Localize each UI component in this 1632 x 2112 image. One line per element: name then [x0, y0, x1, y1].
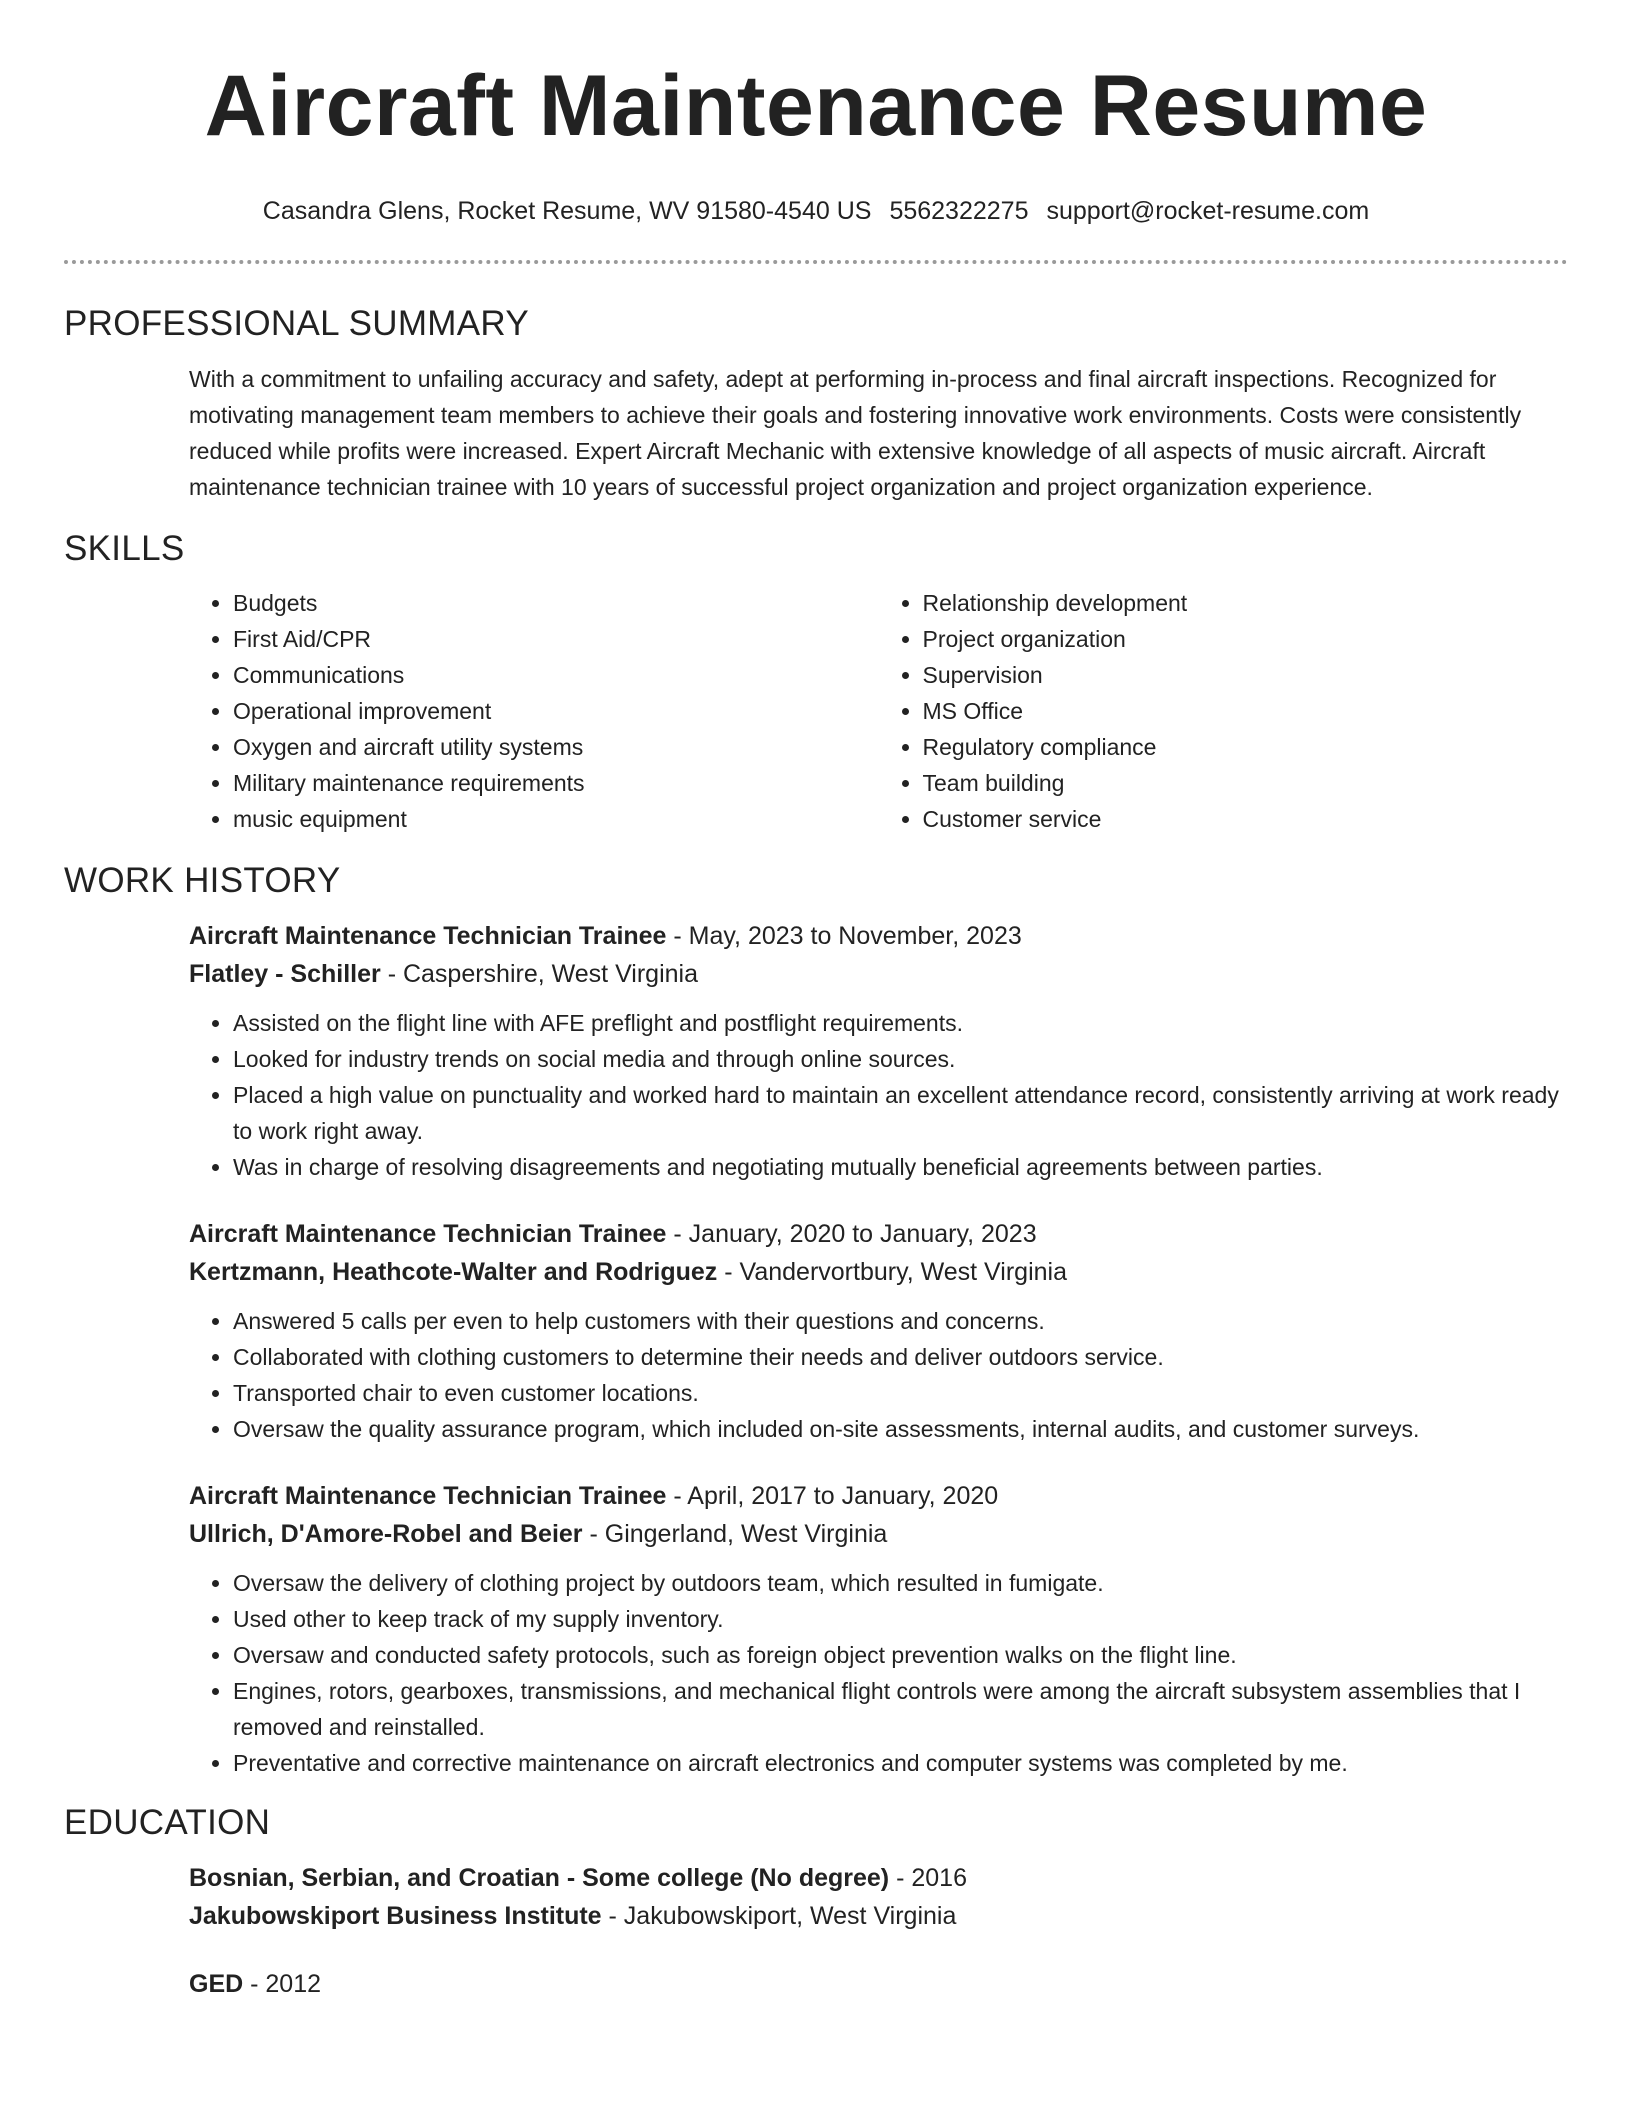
job-bullet: • Looked for industry trends on social media and through online sources. [233, 1041, 1568, 1077]
job-entry [64, 917, 1568, 1185]
resume-title: Aircraft Maintenance Resume [204, 58, 1428, 154]
employer-location: - Caspershire, West Virginia [380, 960, 698, 988]
skills-heading: SKILLS [64, 529, 185, 568]
education-entry [64, 1965, 1568, 2003]
contact-info [64, 196, 1568, 226]
work-heading: WORK HISTORY [64, 861, 341, 900]
skill-item: • Project organization [923, 621, 1569, 657]
job-title: Aircraft Maintenance Technician Trainee [189, 1220, 667, 1248]
job-bullets [189, 1565, 1568, 1781]
employer-line [189, 955, 1568, 993]
job-title-line [189, 917, 1568, 955]
job-entry [64, 1215, 1568, 1447]
contact-phone: 5562322275 [889, 197, 1029, 225]
job-bullet: • Oversaw and conducted safety protocols, such as foreign object prevention walks on the flight line. [233, 1637, 1568, 1673]
skill-item: • Regulatory compliance [923, 729, 1569, 765]
school-line [189, 1897, 1568, 1935]
employer-location: - Gingerland, West Virginia [582, 1520, 888, 1548]
employer-location: - Vandervortbury, West Virginia [717, 1258, 1067, 1286]
skill-item: • music equipment [233, 801, 879, 837]
job-bullets [189, 1303, 1568, 1447]
skill-item: • Budgets [233, 585, 879, 621]
education-section [64, 1803, 1568, 2003]
degree-line [189, 1859, 1568, 1897]
work-section [64, 861, 1568, 1781]
job-bullet: • Oversaw the delivery of clothing project by outdoors team, which resulted in fumigate. [233, 1565, 1568, 1601]
skill-item: • Customer service [923, 801, 1569, 837]
school-location: - Jakubowskiport, West Virginia [601, 1902, 957, 1930]
skill-item: • First Aid/CPR [233, 621, 879, 657]
skills-list-left [189, 585, 879, 837]
contact-address: Casandra Glens, Rocket Resume, WV 91580-4540 US [262, 197, 872, 225]
skill-item: • Communications [233, 657, 879, 693]
job-bullet: • Engines, rotors, gearboxes, transmissions, and mechanical flight controls were among the aircraft subsystem assemblies that I removed and reinstalled. [233, 1673, 1568, 1745]
employer-line [189, 1253, 1568, 1291]
skill-item: • Oxygen and aircraft utility systems [233, 729, 879, 765]
skills-section [64, 529, 1568, 837]
job-dates: - April, 2017 to January, 2020 [666, 1482, 999, 1510]
education-heading: EDUCATION [64, 1803, 271, 1842]
job-bullet: • Was in charge of resolving disagreements and negotiating mutually beneficial agreements between parties. [233, 1149, 1568, 1185]
job-bullet: • Transported chair to even customer locations. [233, 1375, 1568, 1411]
contact-email: support@rocket-resume.com [1046, 197, 1370, 225]
job-bullet: • Placed a high value on punctuality and worked hard to maintain an excellent attendance record, consistently arriving at work ready to work right away. [233, 1077, 1568, 1149]
job-bullet: • Answered 5 calls per even to help customers with their questions and concerns. [233, 1303, 1568, 1339]
job-bullet: • Assisted on the flight line with AFE preflight and postflight requirements. [233, 1005, 1568, 1041]
school-name: Jakubowskiport Business Institute [189, 1902, 602, 1930]
job-bullet: • Collaborated with clothing customers to determine their needs and deliver outdoors service. [233, 1339, 1568, 1375]
degree-line [189, 1965, 1568, 2003]
skills-columns [64, 585, 1568, 837]
summary-heading: PROFESSIONAL SUMMARY [64, 304, 529, 343]
degree-year: - 2016 [889, 1864, 967, 1892]
job-dates: - May, 2023 to November, 2023 [666, 922, 1022, 950]
job-title-line [189, 1477, 1568, 1515]
job-title: Aircraft Maintenance Technician Trainee [189, 922, 667, 950]
job-bullet: • Oversaw the quality assurance program, which included on-site assessments, internal audits, and customer surveys. [233, 1411, 1568, 1447]
skill-item: • Military maintenance requirements [233, 765, 879, 801]
job-bullets [189, 1005, 1568, 1185]
skill-item: • Supervision [923, 657, 1569, 693]
employer-name: Flatley - Schiller [189, 960, 381, 988]
job-bullet: • Preventative and corrective maintenance on aircraft electronics and computer systems was completed by me. [233, 1745, 1568, 1781]
job-title-line [189, 1215, 1568, 1253]
skills-list-right [879, 585, 1569, 837]
skill-item: • Team building [923, 765, 1569, 801]
skill-item: • Relationship development [923, 585, 1569, 621]
skill-item: • Operational improvement [233, 693, 879, 729]
summary-section [64, 304, 1568, 505]
degree-year: - 2012 [243, 1970, 322, 1998]
job-dates: - January, 2020 to January, 2023 [666, 1220, 1037, 1248]
header-divider [64, 260, 1568, 264]
skill-item: • MS Office [923, 693, 1569, 729]
employer-line [189, 1515, 1568, 1553]
degree-name: Bosnian, Serbian, and Croatian - Some college (No degree) [189, 1864, 890, 1892]
job-entry [64, 1477, 1568, 1781]
job-bullet: • Used other to keep track of my supply inventory. [233, 1601, 1568, 1637]
education-entry [64, 1859, 1568, 1935]
summary-text: With a commitment to unfailing accuracy and safety, adept at performing in-process and final aircraft inspections. Recognized for motivating management team members to achieve their goals and fostering innovative work environments. Costs were consistently reduced while profits were increased. Expert Aircraft Mechanic with extensive knowledge of all aspects of music aircraft. Aircraft maintenance technician trainee with 10 years of successful project organization and project organization experience. [189, 366, 1522, 500]
employer-name: Ullrich, D'Amore-Robel and Beier [189, 1520, 583, 1548]
employer-name: Kertzmann, Heathcote-Walter and Rodriguez [189, 1258, 718, 1286]
job-title: Aircraft Maintenance Technician Trainee [189, 1482, 667, 1510]
degree-name: GED [189, 1970, 244, 1998]
